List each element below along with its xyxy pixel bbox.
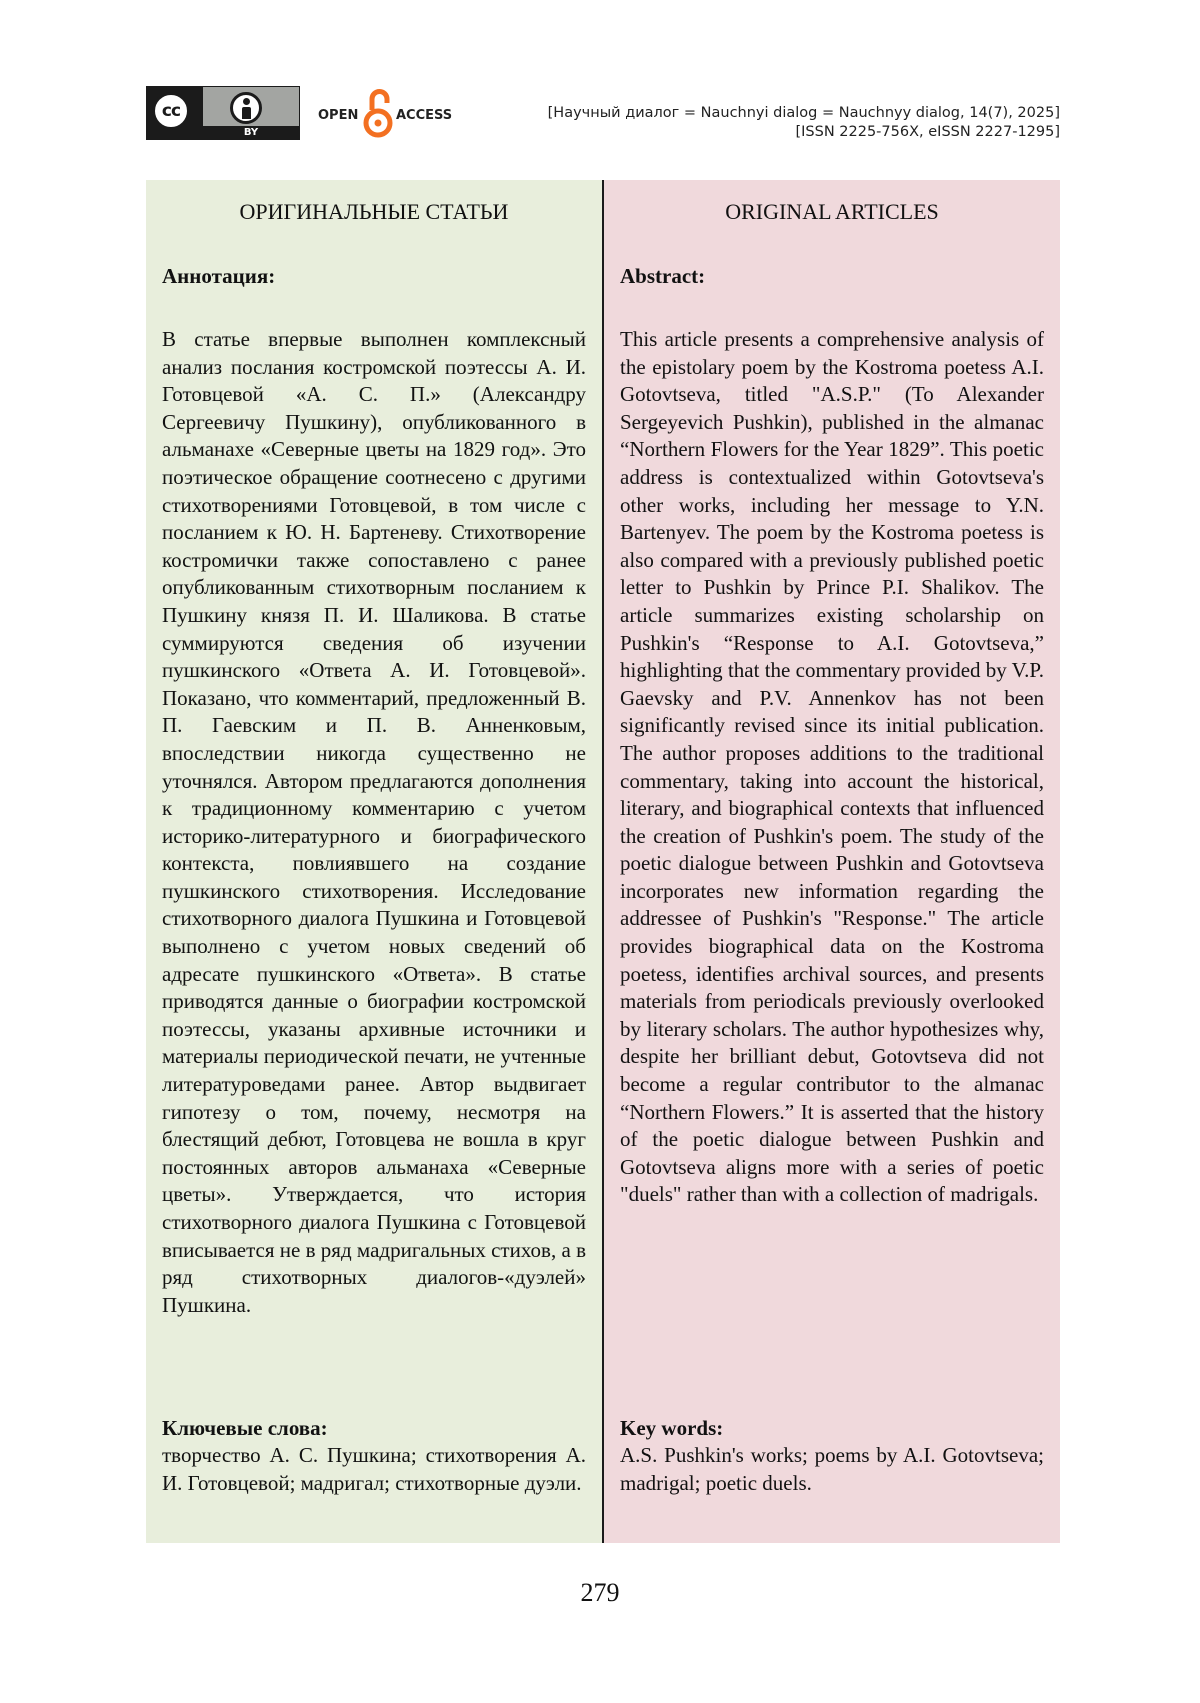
journal-citation-line: [Научный диалог = Nauchnyi dialog = Nauchnyy dialog, 14(7), 2025] — [547, 105, 1060, 121]
english-keywords-text: A.S. Pushkin's works; poems by A.I. Gotovtseva; madrigal; poetic duels. — [620, 1443, 1044, 1495]
russian-keywords-block — [162, 1414, 586, 1497]
cc-badge-left-panel — [147, 87, 203, 140]
russian-column — [146, 180, 602, 1543]
english-keywords-label: Key words: — [620, 1416, 724, 1440]
russian-abstract-label: Аннотация: — [162, 264, 276, 288]
open-access-open-text: OPEN — [318, 108, 359, 123]
page-header — [146, 86, 1060, 142]
open-access-lock-icon — [362, 86, 394, 140]
journal-citation — [548, 104, 1060, 142]
bilingual-abstract-columns — [146, 180, 1060, 1543]
open-access-logo — [318, 86, 468, 140]
cc-by-label: BY — [203, 126, 299, 139]
english-abstract-text: This article presents a comprehensive analysis of the epistolary poem by the Kostroma poetess A.I. Gotovtseva, titled "A.S.P." (To Alexander Sergeyevich Pushkin), published in the almanac “Northern Flowers for the Year 1829”. This poetic address is contextualized within Gotovtseva's other works, including her message to Y.N. Bartenyev. The poem by the Kostroma poetess is also compared with a previously published poetic letter to Pushkin by Prince P.I. Shalikov. The article summarizes existing scholarship on Pushkin's “Response to A.I. Gotovtseva,” highlighting that the commentary provided by V.P. Gaevsky and P.V. Annenkov has not been significantly revised since its initial publication. The author proposes additions to the traditional commentary, taking into account the historical, literary, and biographical contexts that influenced the creation of Pushkin's poem. The study of the poetic dialogue between Pushkin and Gotovtseva incorporates new information regarding the addressee of Pushkin's "Response." The article provides biographical data on the Kostroma poetess, identifies archival sources, and presents materials from periodicals previously overlooked by literary scholars. The author hypothesizes why, despite her brilliant debut, Gotovtseva did not become a regular contributor to the almanac “Northern Flowers.” It is asserted that the history of the poetic dialogue between Pushkin and Gotovtseva aligns more with a series of poetic "duels" rather than with a collection of madrigals. — [620, 327, 1044, 1207]
cc-by-license-badge — [146, 86, 300, 140]
attribution-person-torso — [242, 107, 251, 119]
attribution-person-head — [243, 98, 250, 105]
russian-abstract-text: В статье впервые выполнен комплексный анализ послания костромской поэтессы А. И. Готовцевой «А. С. П.» (Александру Сергеевичу Пушкину), опубликованного в альманахе «Северные цветы на 1829 год». Это поэтическое обращение соотнесено с другими стихотворениями Готовцевой, в том числе с посланием к Ю. Н. Бартеневу. Стихотворение костромички также сопоставлено с ранее опубликованным стихотворным посланием к Пушкину князя П. И. Шаликова. В статье суммируются сведения об изучении пушкинского «Ответа А. И. Готовцевой». Показано, что комментарий, предложенный В. П. Гаевским и П. В. Анненковым, впоследствии никогда существенно не уточнялся. Автором предлагаются дополнения к традиционному комментарию с учетом историко-литературного и биографического контекста, повлиявшего на создание пушкинского стихотворения. Исследование стихотворного диалога Пушкина и Готовцевой выполнено с учетом новых сведений об адресате пушкинского «Ответа». В статье приводятся данные о биографии костромской поэтессы, указаны архивные источники и материалы периодической печати, не учтенные литературоведами ранее. Автор выдвигает гипотезу о том, почему, несмотря на блестящий дебют, Готовцева не вошла в круг постоянных авторов альманаха «Северные цветы». Утверждается, что история стихотворного диалога Пушкина с Готовцевой вписывается не в ряд мадригальных стихов, а в ряд стихотворных диалогов-«дуэлей» Пушкина. — [162, 327, 586, 1317]
english-abstract-label: Abstract: — [620, 264, 706, 288]
english-keywords-block — [620, 1414, 1044, 1497]
journal-issn-line: [ISSN 2225-756X, eISSN 2227-1295] — [795, 124, 1060, 140]
page-number: 279 — [580, 1578, 620, 1607]
english-section-heading: ORIGINAL ARTICLES — [725, 199, 939, 224]
attribution-icon — [230, 92, 262, 124]
open-access-access-text: ACCESS — [396, 108, 453, 123]
russian-section-heading: ОРИГИНАЛЬНЫЕ СТАТЬИ — [239, 199, 509, 224]
russian-keywords-label: Ключевые слова: — [162, 1416, 328, 1440]
russian-keywords-text: творчество А. С. Пушкина; стихотворения А. И. Готовцевой; мадригал; стихотворные дуэли. — [162, 1443, 586, 1495]
cc-icon: cc — [152, 92, 190, 130]
english-column — [604, 180, 1060, 1543]
